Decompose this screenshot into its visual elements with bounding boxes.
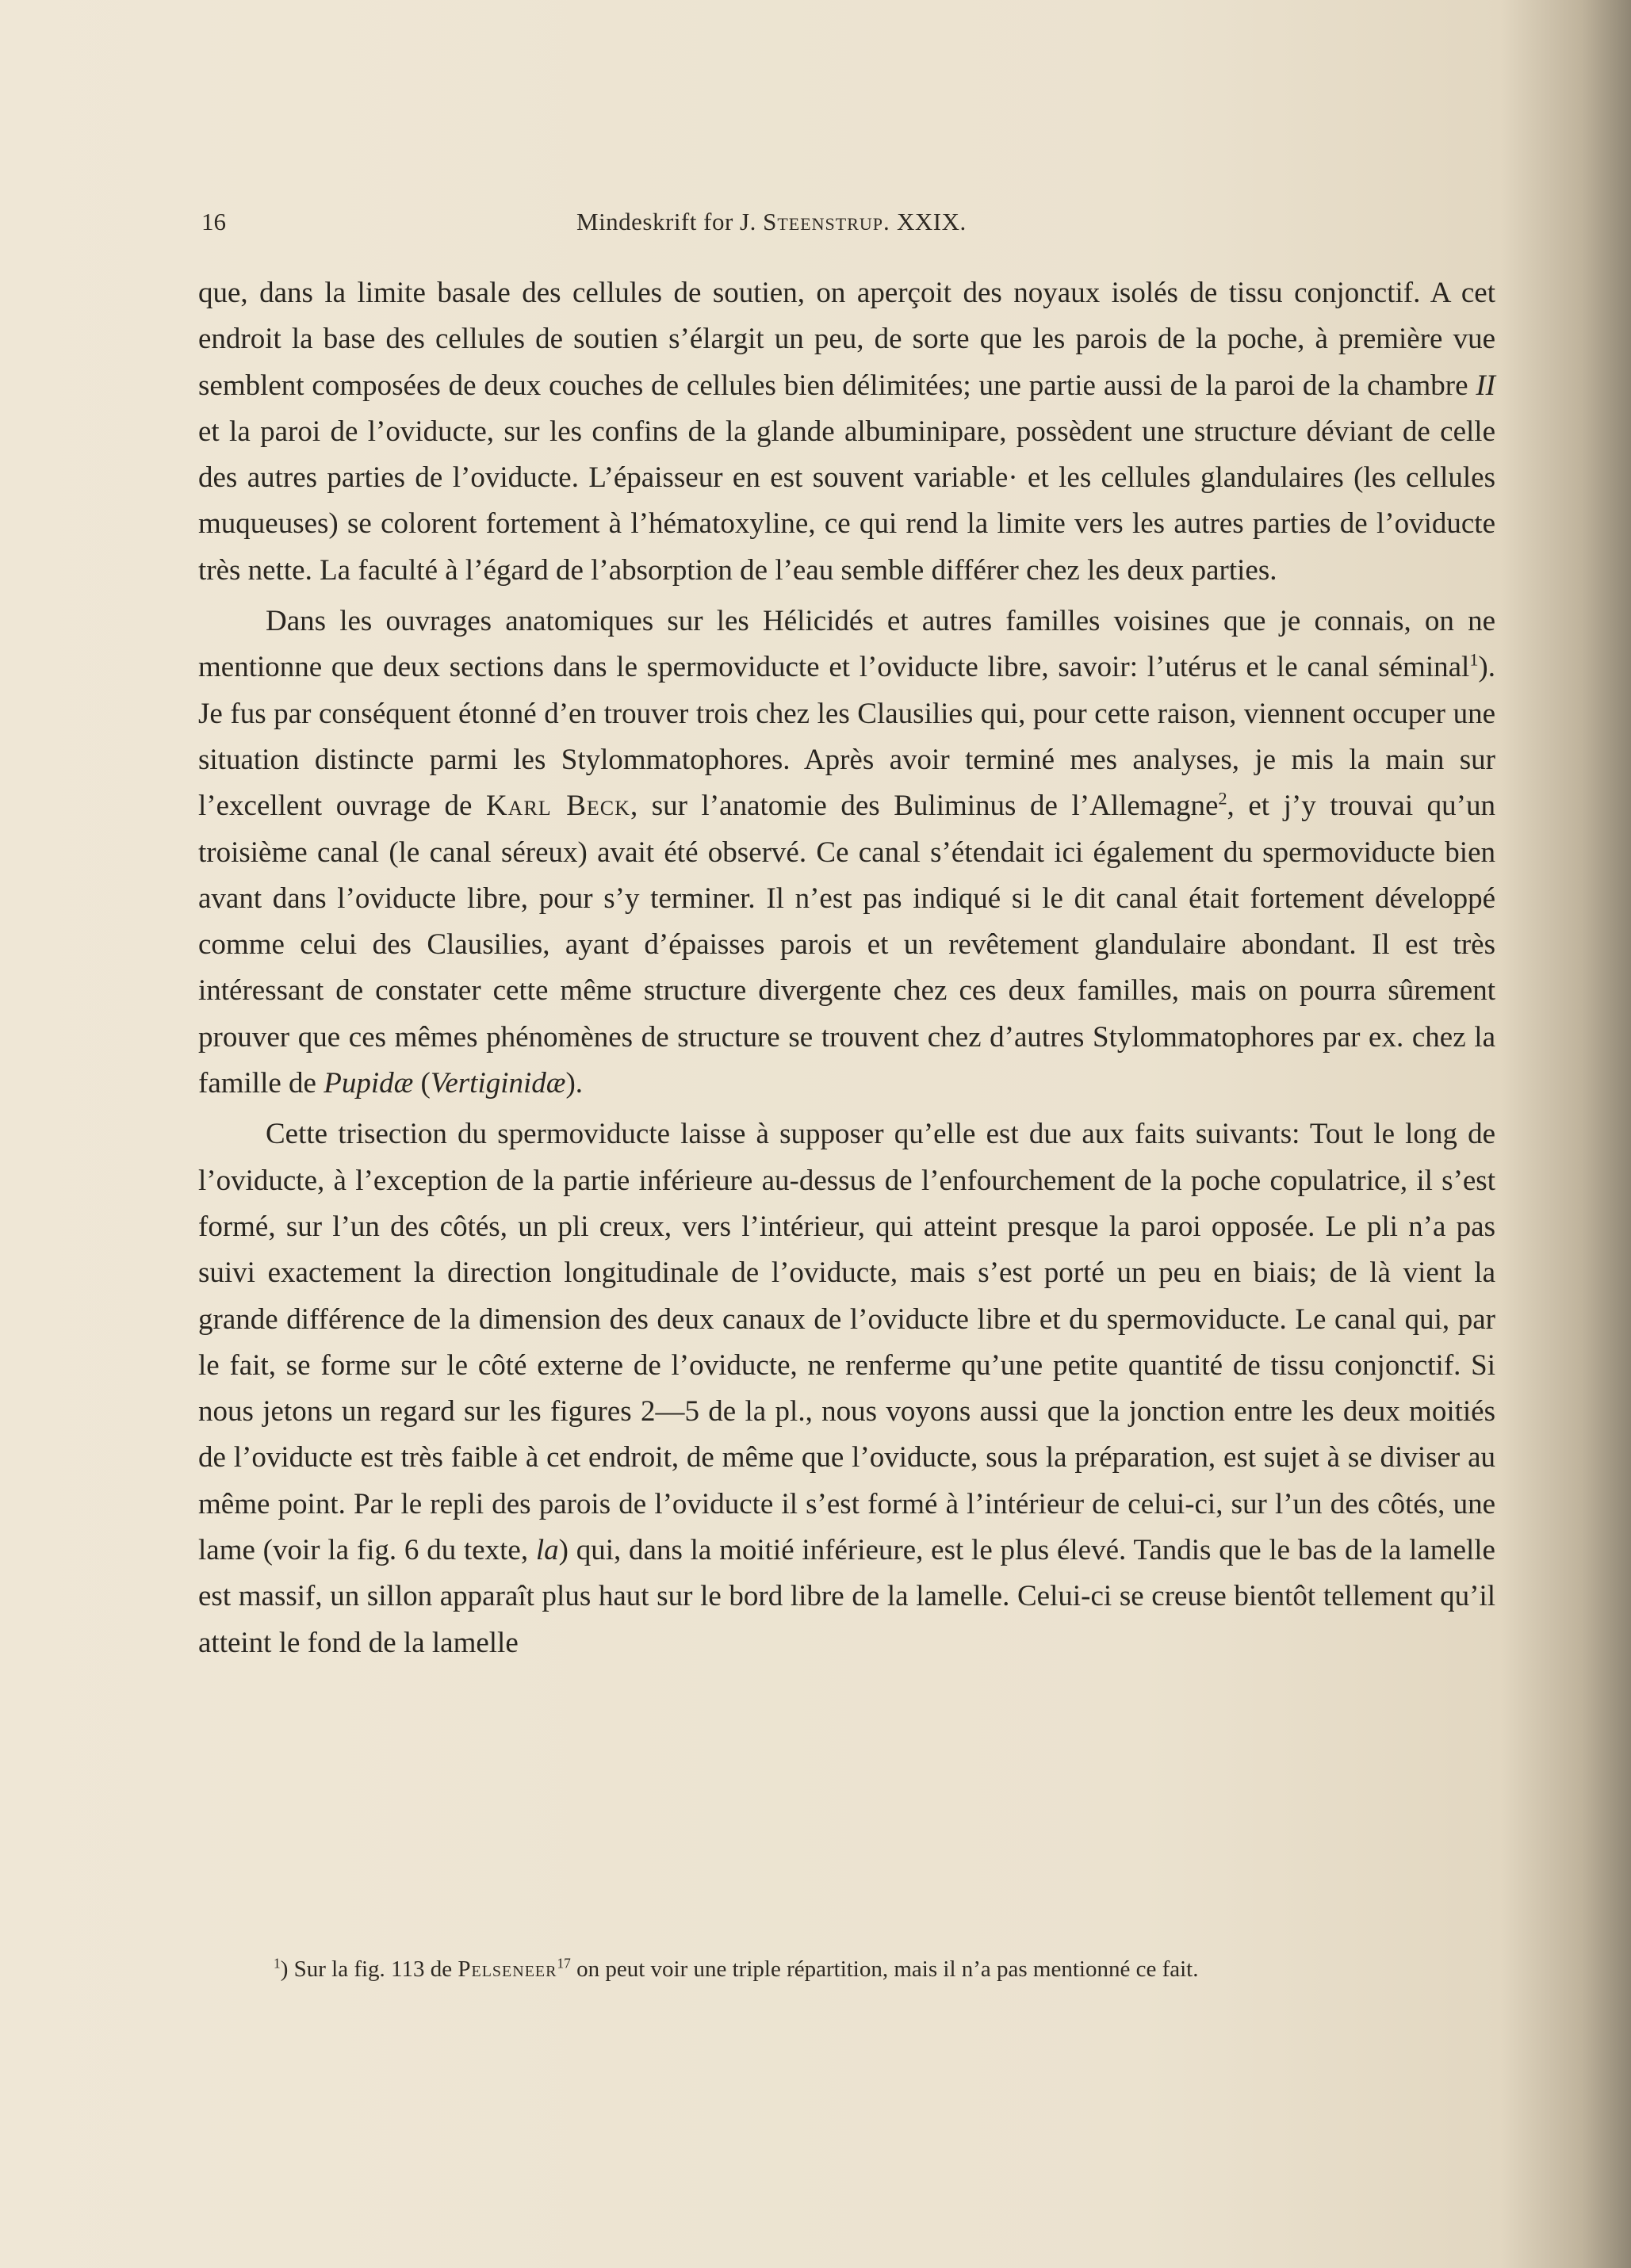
page-number: 16 [201, 208, 226, 235]
footnote-ref: 17 [557, 1955, 571, 1972]
footnote [198, 1952, 1495, 1987]
running-title [576, 208, 967, 236]
text-segment: ). [565, 1067, 584, 1100]
page-header [201, 208, 1494, 247]
footnote-reference: 2 [1218, 788, 1227, 809]
italic-text: II [1476, 369, 1495, 402]
footnote-text-post: on peut voir une triple répartition, mais il n’a pas mentionné ce fait. [570, 1956, 1199, 1982]
text-segment: Dans les ouvrages anatomiques sur les Hélicidés et autres familles voisines que je connais, on ne mentionne que deux sections dans le spermoviducte et l’oviducte libre, savoir: l’utérus et le canal séminal [198, 605, 1495, 684]
text-segment: , sur l’anatomie des Buliminus de l’Allemagne [630, 790, 1219, 823]
body-text [198, 266, 1495, 1666]
paragraph [198, 599, 1495, 1107]
italic-text: la [535, 1534, 559, 1567]
running-title-name: Steenstrup. [763, 208, 890, 235]
text-segment: ). Je fus par conséquent étonné d’en trouver trois chez les Clausilies qui, pour cette raison, viennent occuper une situation distincte parmi les Stylommatophores. Après avoir terminé mes analyses, je mis la main sur l’excellent ouvrage de [198, 651, 1495, 823]
author-name: Karl Beck [485, 790, 630, 823]
text-segment: , et j’y trouvai qu’un troisième canal (le canal séreux) avait été observé. Ce canal s’étendait ici également du spermoviducte bien avant dans l’oviducte libre, pour s’y terminer. Il n’est pas indiqué si le dit canal était fortement développé comme celui des Clausilies, ayant d’épaisses parois et un revêtement glandulaire abondant. Il est très intéressant de constater cette même structure divergente chez ces deux familles, mais on pourra sûrement prouver que ces mêmes phénomènes de structure se trouvent chez d’autres Stylommatophores par ex. chez la famille de [198, 790, 1496, 1100]
running-title-text: Mindeskrift for J. [576, 208, 764, 235]
text-segment: ( [413, 1067, 431, 1100]
footnote-marker: 1 [274, 1955, 281, 1972]
paragraph [198, 270, 1495, 594]
text-segment: que, dans la limite basale des cellules de soutien, on aperçoit des noyaux isolés de tissu conjonctif. A cet endroit la base des cellules de soutien s’élargit un peu, de sorte que les parois de la poche, à première vue semblent composées de deux couches de cellules bien délimitées; une partie aussi de la paroi de la chambre [198, 277, 1495, 402]
paragraph [198, 1111, 1495, 1666]
running-title-volume: XXIX. [897, 208, 967, 235]
footnote-text-pre: ) Sur la fig. 113 de [280, 1956, 458, 1982]
italic-text: Vertiginidæ [430, 1067, 566, 1100]
text-segment: Cette trisection du spermoviducte laisse à supposer qu’elle est due aux faits suivants: Tout le long de l’oviducte, à l’exception de la partie inférieure au-dessus de l’enfourchement de la poche copulatrice, il s’est formé, sur l’un des côtés, un pli creux, vers l’intérieur, qui atteint presque la paroi opposée. Le pli n’a pas suivi exactement la direction longitudinale de l’oviducte, mais s’est porté un peu en biais; de là vient la grande différence de la dimension des deux canaux de l’oviducte libre et du spermoviducte. Le canal qui, par le fait, se forme sur le côté externe de l’oviducte, ne renferme qu’une petite quantité de tissu conjonctif. Si nous jetons un regard sur les figures 2—5 de la pl., nous voyons aussi que la jonction entre les deux moitiés de l’oviducte est très faible à cet endroit, de même que l’oviducte, sous la préparation, est sujet à se diviser au même point. Par le repli des parois de l’oviducte il s’est formé à l’intérieur de celui-ci, sur l’un des côtés, une lame (voir la fig. 6 du texte, [198, 1118, 1495, 1567]
italic-text: Pupidæ [324, 1067, 414, 1100]
footnote-author: Pelseneer [458, 1956, 557, 1982]
text-segment: et la paroi de l’oviducte, sur les confins de la glande albuminipare, possèdent une structure déviant de celle des autres parties de l’oviducte. L’épaisseur en est souvent variable· et les cellules glandulaires (les cellules muqueuses) se colorent fortement à l’hématoxyline, ce qui rend la limite vers les autres parties de l’oviducte très nette. La faculté à l’égard de l’absorption de l’eau semble différer chez les deux parties. [198, 415, 1495, 587]
text-segment: ) qui, dans la moitié inférieure, est le plus élevé. Tandis que le bas de la lamelle est massif, un sillon apparaît plus haut sur le bord libre de la lamelle. Celui-ci se creuse bientôt tellement qu’il atteint le fond de la lamelle [198, 1534, 1495, 1659]
footnote-reference: 1 [1469, 650, 1479, 671]
